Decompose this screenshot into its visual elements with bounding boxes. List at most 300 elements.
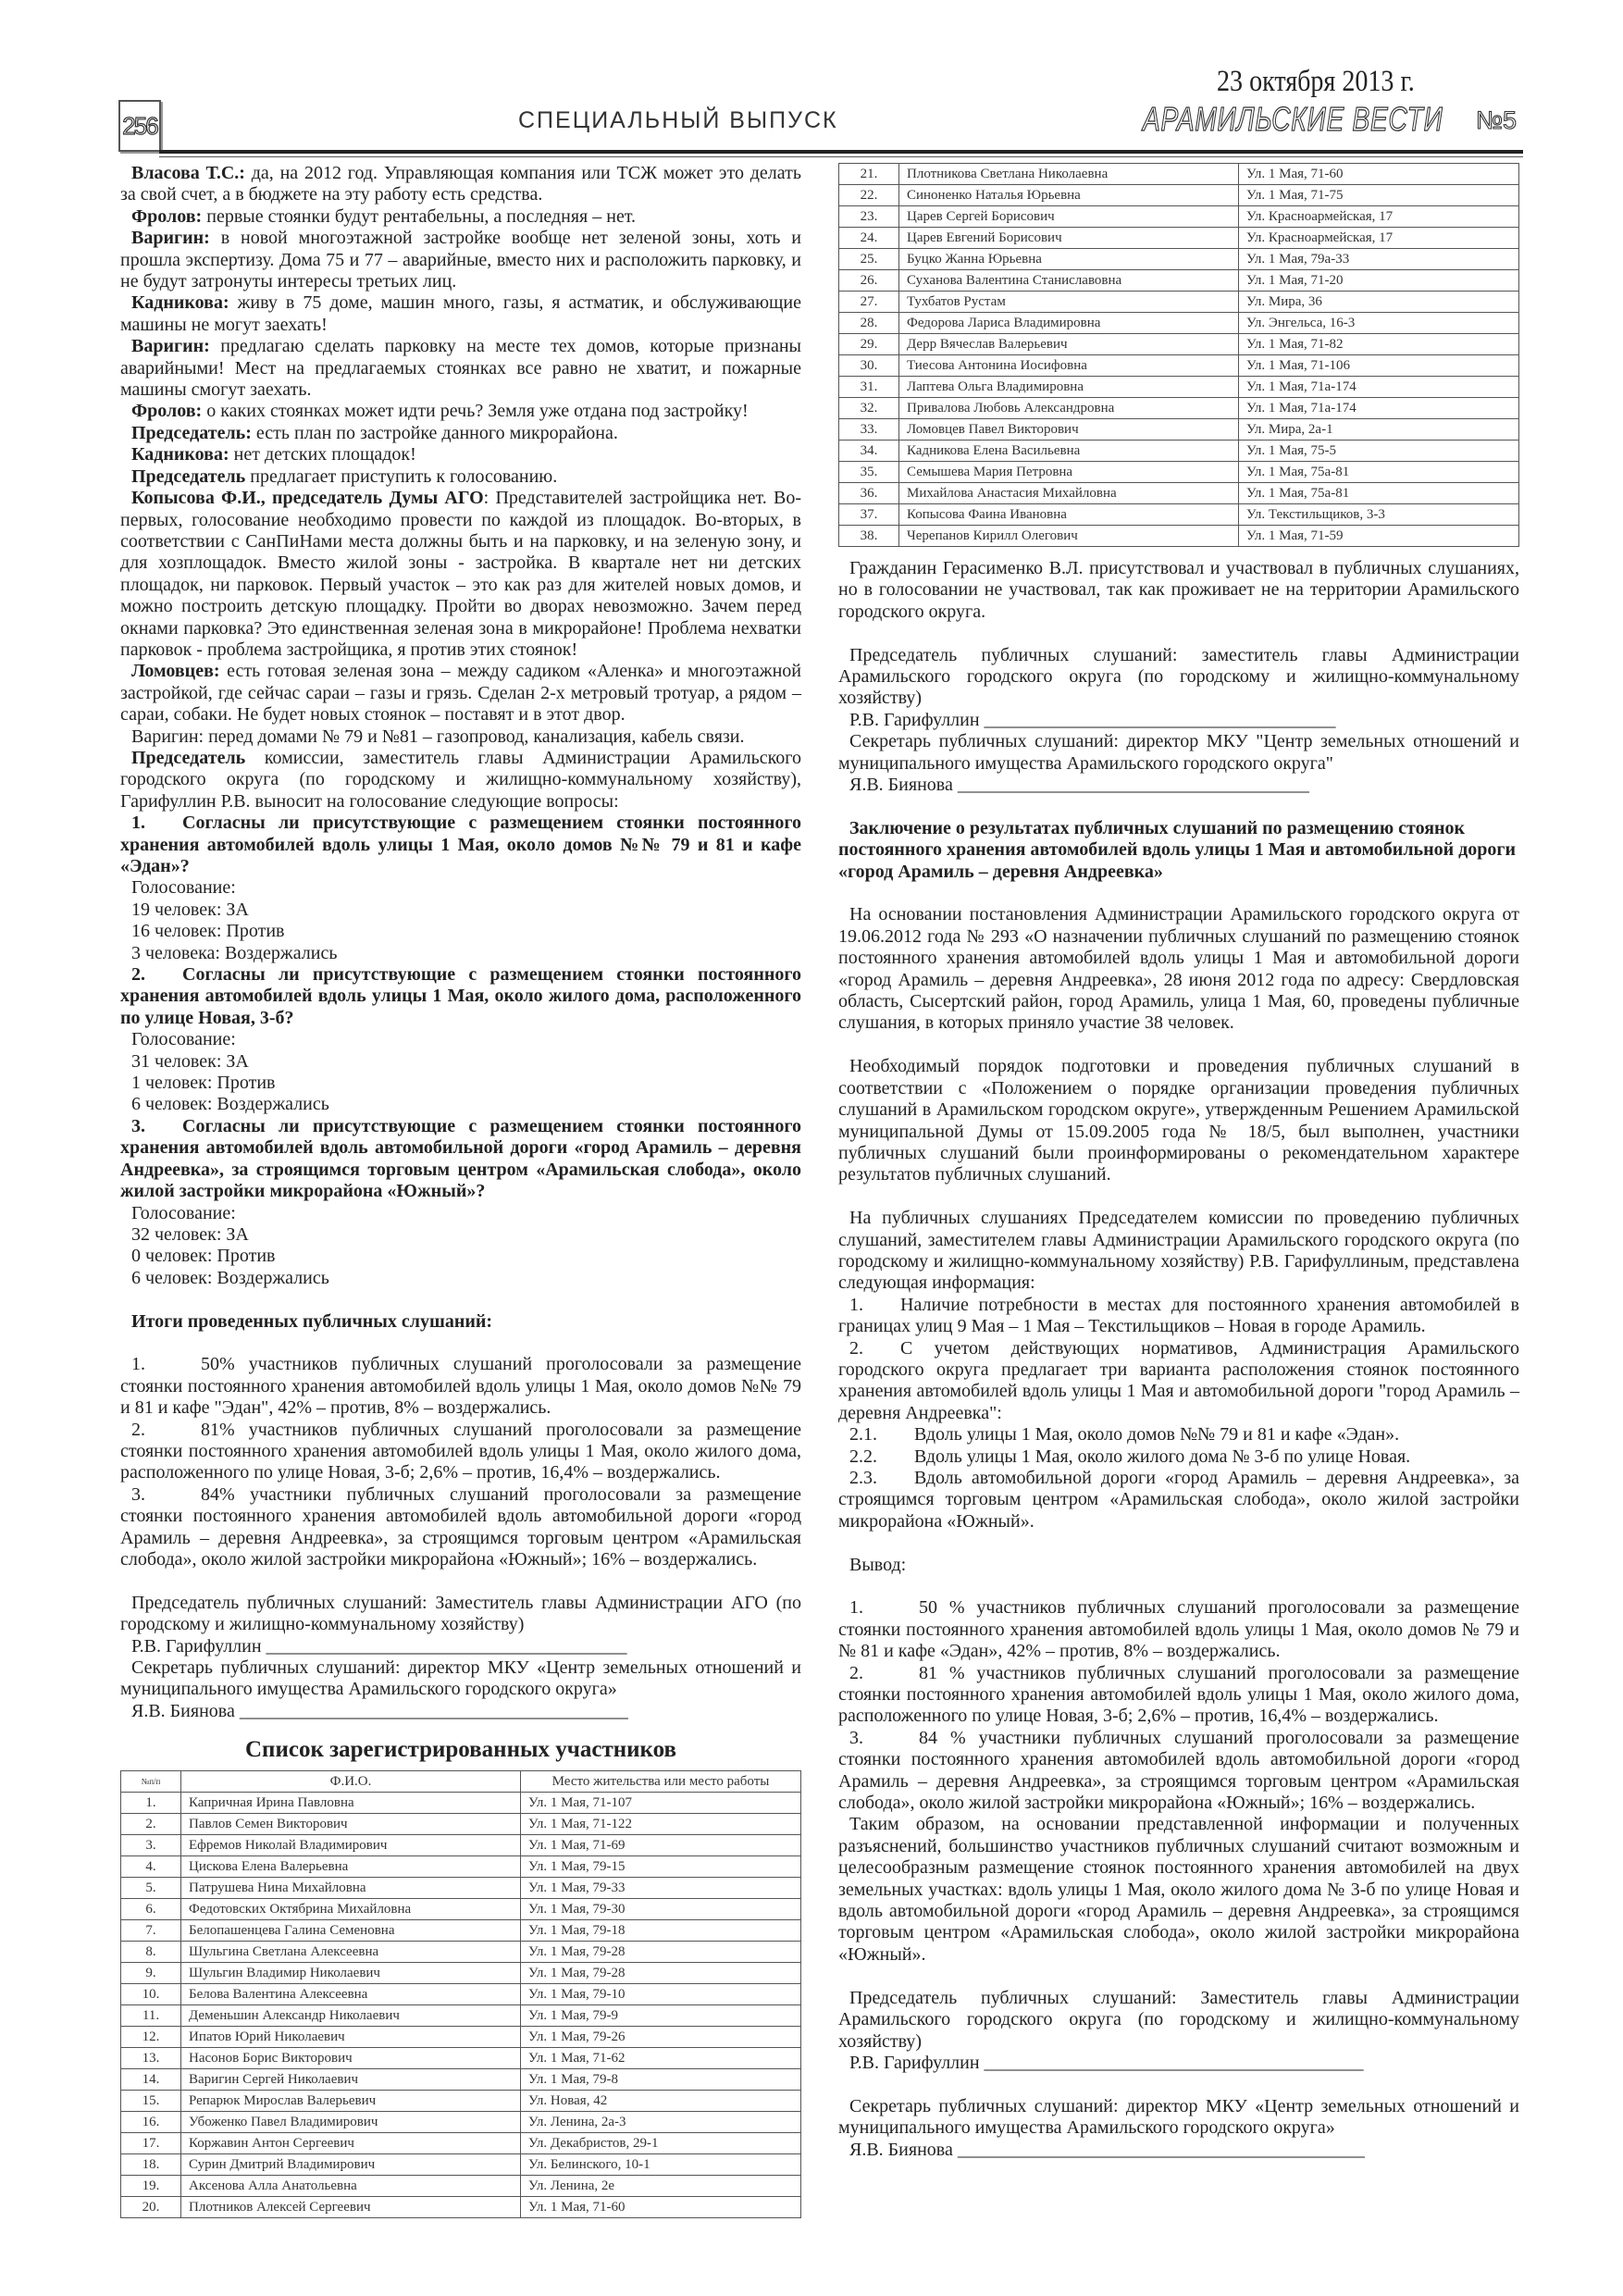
participants-table-continued	[838, 163, 1519, 547]
paragraph-text: Р.В. Гарифуллин _______________________________________	[131, 1635, 627, 1657]
table-header-row	[121, 1770, 801, 1792]
table-row	[839, 270, 1519, 292]
paragraph	[120, 1593, 801, 1636]
row-number: 34.	[839, 441, 899, 462]
speaker-name: Председатель:	[131, 422, 252, 443]
paragraph-text: о каких стоянках может идти речь? Земля уже отдана под застройку!	[202, 401, 749, 422]
participant-address: Ул. 1 Мая, 71-75	[1239, 185, 1519, 206]
participant-address: Ул. 1 Мая, 79-8	[521, 2068, 801, 2090]
participant-name: Лаптева Ольга Владимировна	[899, 377, 1239, 398]
paragraph-text: На основании постановления Администрации Арамильского городского округа от 19.06.2012 года № 293 «О назначении публичных слушаний по размещению стоянок постоянного хранения автомобилей вдоль улицы 1 Мая и автомобильной дороги «город Арамиль – деревня Андреевка», 28 июня 2012 года по адресу: Свердловская область, Сысертский район, город Арамиль, улица 1 Мая, 60, проведены публичные слушания, в которых приняло участие 38 человек.	[838, 904, 1519, 1034]
paragraph-text: 2. Согласны ли присутствующие с размещением стоянки постоянного хранения автомобилей вдоль улицы 1 Мая, около жилого дома, расположенного по улице Новая, 3-б?	[120, 964, 801, 1028]
participant-name: Ломовцев Павел Викторович	[899, 419, 1239, 441]
table-row	[839, 441, 1519, 462]
participant-name: Сурин Дмитрий Владимирович	[181, 2153, 521, 2175]
speaker-name: Варигин:	[131, 228, 210, 249]
paragraph-text: 3. 84% участники публичных слушаний проголосовали за размещение стоянки постоянного хранения автомобилей вдоль автомобильной дороги «город Арамиль – деревня Андреевка», за строящимся торговым центром «Арамильская слобода», около жилой застройки микрорайона «Южный»; 16% – воздержались.	[120, 1483, 801, 1570]
row-number: 31.	[839, 377, 899, 398]
paragraph	[838, 1663, 1519, 1728]
header-rule-thick	[159, 150, 1523, 154]
paragraph-text: 2.3. Вдоль автомобильной дороги «город Арамиль – деревня Андреевка», за строящимся торговым центром «Арамильская слобода», около жилой застройки микрорайона «Южный».	[838, 1467, 1519, 1532]
participant-name: Дерр Вячеслав Валерьевич	[899, 334, 1239, 355]
paragraph	[120, 1094, 801, 1115]
row-number: 8.	[121, 1941, 181, 1962]
participant-name: Шульгина Светлана Алексеевна	[181, 1941, 521, 1962]
paragraph	[838, 2096, 1519, 2140]
paragraph-text: Голосование:	[131, 877, 236, 899]
participant-address: Ул. Новая, 42	[521, 2090, 801, 2111]
row-number: 21.	[839, 164, 899, 185]
row-number: 20.	[121, 2196, 181, 2217]
paragraph-text: Вывод:	[849, 1554, 907, 1575]
paragraph-text: 1 человек: Против	[131, 1073, 276, 1094]
row-number: 14.	[121, 2068, 181, 2090]
participant-address: Ул. 1 Мая, 79-10	[521, 1983, 801, 2004]
row-number: 26.	[839, 270, 899, 292]
participant-address: Ул. 1 Мая, 79-18	[521, 1919, 801, 1941]
paragraph-text: 3. Согласны ли присутствующие с размещением стоянки постоянного хранения автомобилей вдоль автомобильной дороги «город Арамиль – деревня Андреевка», за строящимся торговым центром «Арамильская слобода», около жилой застройки микрорайона «Южный»?	[120, 1115, 801, 1202]
header-rule-thin	[159, 156, 1523, 157]
participant-name: Плотникова Светлана Николаевна	[899, 164, 1239, 185]
paragraph-text: 2. 81 % участников публичных слушаний проголосовали за размещение стоянки постоянного хранения автомобилей вдоль улицы 1 Мая, около жилого дома, расположенного по улице Новая, 3-б; 2,6% – против, 16,4% – воздержались.	[838, 1662, 1519, 1727]
paragraph-text: Председатель публичных слушаний: Заместитель главы Администрации АГО (по городскому и жилищно-коммунальному хозяйству)	[120, 1592, 801, 1635]
paragraph	[120, 1073, 801, 1094]
participant-name: Федотовских Октябрина Михайловна	[181, 1898, 521, 1919]
page-number-box	[118, 100, 161, 152]
participant-address: Ул. 1 Мая, 75а-81	[1239, 483, 1519, 504]
table-row	[121, 2153, 801, 2175]
paragraph	[120, 1420, 801, 1484]
paragraph-text: 6 человек: Воздержались	[131, 1267, 329, 1288]
paragraph	[120, 336, 801, 401]
paragraph-text: в новой многоэтажной застройке вообще нет зеленой зоны, хоть и прошла экспертизу. Дома 75 и 77 – аварийные, вместо них и расположить парковку, и не будут затронуты интересы третьих лиц.	[120, 228, 801, 292]
paragraph-text: Заключение о результатах публичных слушаний по размещению стоянок постоянного хранения автомобилей вдоль улицы 1 Мая и автомобильной дороги «город Арамиль – деревня Андреевка»	[838, 817, 1517, 882]
paragraph	[120, 206, 801, 228]
speaker-name: Кадникова:	[131, 444, 229, 465]
paragraph-text: 2. 81% участников публичных слушаний проголосовали за размещение стоянки постоянного хранения автомобилей вдоль улицы 1 Мая, около жилого дома, расположенного по улице Новая, 3-б; 2,6% – против, 16,4% – воздержались.	[120, 1419, 801, 1483]
paragraph-text: 2.1. Вдоль улицы 1 Мая, около домов №№ 79 и 81 и кафе «Эдан».	[849, 1424, 1400, 1446]
row-number: 13.	[121, 2047, 181, 2068]
speaker-name: Варигин:	[131, 336, 210, 357]
paragraph	[838, 1814, 1519, 1966]
paragraph	[838, 1208, 1519, 1295]
issue-number: №5	[1476, 106, 1517, 134]
speaker-name: Председатель	[131, 465, 246, 487]
paragraph-text: 0 человек: Против	[131, 1246, 276, 1267]
paragraph	[838, 710, 1519, 731]
paragraph-text: Секретарь публичных слушаний: директор МКУ «Центр земельных отношений и муниципального имущества Арамильского городского округа»	[838, 2095, 1519, 2139]
paragraph	[120, 1570, 801, 1592]
table-row	[121, 1877, 801, 1898]
participant-address: Ул. Красноармейская, 17	[1239, 228, 1519, 249]
participant-name: Кадникова Елена Васильевна	[899, 441, 1239, 462]
paragraph	[838, 883, 1519, 904]
participant-address: Ул. 1 Мая, 71а-174	[1239, 377, 1519, 398]
table-row	[121, 2047, 801, 2068]
paragraph	[120, 488, 801, 661]
participant-name: Насонов Борис Викторович	[181, 2047, 521, 2068]
paragraph	[120, 1289, 801, 1310]
participant-name: Плотников Алексей Сергеевич	[181, 2196, 521, 2217]
participant-name: Привалова Любовь Александровна	[899, 398, 1239, 419]
participant-address: Ул. 1 Мая, 79-30	[521, 1898, 801, 1919]
paragraph-text: 32 человек: ЗА	[131, 1223, 249, 1245]
participant-name: Деменьшин Александр Николаевич	[181, 2004, 521, 2026]
participant-name: Репарюк Мирослав Валерьевич	[181, 2090, 521, 2111]
paragraph-text: 16 человек: Против	[131, 921, 285, 942]
row-number: 30.	[839, 355, 899, 377]
row-number: 10.	[121, 1983, 181, 2004]
paragraph-text: Председатель публичных слушаний: Заместитель главы Администрации Арамильского городского округа (по городскому и жилищно-коммунальному хозяйству)	[838, 1987, 1519, 2052]
row-number: 27.	[839, 292, 899, 313]
paragraph	[120, 228, 801, 292]
speaker-name: Фролов:	[131, 205, 203, 227]
participant-name: Федорова Лариса Владимировна	[899, 313, 1239, 334]
row-number: 22.	[839, 185, 899, 206]
table-row	[839, 377, 1519, 398]
table-row	[121, 2004, 801, 2026]
paragraph-text: Необходимый порядок подготовки и проведения публичных слушаний в соответствии с «Положением о порядке организации проведения публичных слушаний в Арамильском городском округе», утвержденным Решением Арамильской муниципальной Думы от 15.09.2005 года № 18/5, был выполнен, участники публичных слушаний были проинформированы о рекомендательном характере результатов публичных слушаний.	[838, 1056, 1519, 1185]
paragraph-text: комиссии, заместитель главы Администрации Арамильского городского округа (по городскому и жилищно-коммунальному хозяйству), Гарифуллин Р.В. выносит на голосование следующие вопросы:	[120, 747, 801, 812]
participant-address: Ул. Текстильщиков, 3-3	[1239, 504, 1519, 526]
row-number: 33.	[839, 419, 899, 441]
paragraph	[838, 2140, 1519, 2161]
participant-address: Ул. 1 Мая, 75а-81	[1239, 462, 1519, 483]
participant-address: Ул. 1 Мая, 75-5	[1239, 441, 1519, 462]
paragraph-text: Секретарь публичных слушаний: директор МКУ «Центр земельных отношений и муниципального имущества Арамильского городского округа»	[120, 1657, 801, 1700]
paragraph	[120, 877, 801, 899]
participant-address: Ул. 1 Мая, 79-15	[521, 1855, 801, 1877]
paragraph	[838, 645, 1519, 710]
participant-name: Семышева Мария Петровна	[899, 462, 1239, 483]
participant-address: Ул. 1 Мая, 79-26	[521, 2026, 801, 2047]
paragraph-text: Итоги проведенных публичных слушаний:	[131, 1310, 493, 1332]
participant-name: Копысова Фаина Ивановна	[899, 504, 1239, 526]
table-row	[839, 526, 1519, 547]
participant-address: Ул. 1 Мая, 71-107	[521, 1792, 801, 1813]
participant-name: Буцко Жанна Юрьевна	[899, 249, 1239, 270]
paragraph	[838, 818, 1519, 883]
paragraph-text: есть план по застройке данного микрорайона.	[251, 422, 618, 443]
table-row	[839, 185, 1519, 206]
participant-address: Ул. 1 Мая, 71-60	[1239, 164, 1519, 185]
paragraph-text: есть готовая зеленая зона – между садиком «Аленка» и многоэтажной застройкой, где сейчас сараи – газы и грязь. Сделан 2-х метровый тротуар, а рядом – сараи, собаки. Не будет новых стоянок – поставят и в этот двор.	[120, 661, 801, 726]
row-number: 11.	[121, 2004, 181, 2026]
participant-address: Ул. 1 Мая, 79-33	[521, 1877, 801, 1898]
paragraph	[120, 1484, 801, 1571]
paragraph-text: 19 человек: ЗА	[131, 899, 249, 920]
participant-address: Ул. 1 Мая, 71-69	[521, 1834, 801, 1855]
paragraph	[120, 292, 801, 336]
row-number: 12.	[121, 2026, 181, 2047]
speaker-name: Власова Т.С.:	[131, 163, 245, 183]
paragraph	[838, 1446, 1519, 1468]
page-number: 256	[122, 111, 157, 140]
paragraph	[838, 1056, 1519, 1185]
paragraph	[120, 1701, 801, 1722]
table-row	[121, 2175, 801, 2196]
table-row	[121, 2090, 801, 2111]
paragraph-text: Варигин: перед домами № 79 и №81 – газопровод, канализация, кабель связи.	[131, 726, 745, 747]
participant-address: Ул. Декабристов, 29-1	[521, 2132, 801, 2153]
paragraph-text: 31 человек: ЗА	[131, 1050, 249, 1072]
participant-address: Ул. Ленина, 2е	[521, 2175, 801, 2196]
table-row	[839, 292, 1519, 313]
participant-address: Ул. Энгельса, 16-3	[1239, 313, 1519, 334]
paragraph	[838, 904, 1519, 1034]
row-number: 6.	[121, 1898, 181, 1919]
paragraph-text: 1. Согласны ли присутствующие с размещением стоянки постоянного хранения автомобилей вдоль улицы 1 Мая, около домов №№ 79 и 81 и кафе «Эдан»?	[120, 813, 801, 876]
paragraph	[838, 731, 1519, 775]
table-row	[839, 249, 1519, 270]
paragraph	[120, 1116, 801, 1203]
participant-address: Ул. 1 Мая, 79-28	[521, 1962, 801, 1983]
paragraph	[838, 1533, 1519, 1554]
participant-address: Ул. Красноармейская, 17	[1239, 206, 1519, 228]
right-column	[838, 163, 1519, 2161]
paragraph	[838, 1728, 1519, 1815]
paragraph-text: предлагаю сделать парковку на месте тех домов, которые признаны аварийными! Мест на предлагаемых стоянках все равно не хватит, и пожарные машины смогут заехать.	[120, 336, 801, 401]
participant-name: Царев Сергей Борисович	[899, 206, 1239, 228]
participant-name: Михайлова Анастасия Михайловна	[899, 483, 1239, 504]
table-row	[839, 419, 1519, 441]
participant-address: Ул. 1 Мая, 71-106	[1239, 355, 1519, 377]
participant-name: Шульгин Владимир Николаевич	[181, 1962, 521, 1983]
left-column	[120, 163, 801, 2218]
participant-address: Ул. Мира, 2а-1	[1239, 419, 1519, 441]
paragraph-text: 6 человек: Воздержались	[131, 1094, 329, 1115]
row-number: 3.	[121, 1834, 181, 1855]
paragraph	[838, 1576, 1519, 1597]
paragraph-text: На публичных слушаниях Председателем комиссии по проведению публичных слушаний, заместителем главы Администрации Арамильского городского округа (по городскому и жилищно-коммунальному хозяйству) Р.В. Гарифуллиным, представлена следующая информация:	[838, 1208, 1519, 1294]
table-row	[121, 1962, 801, 1983]
paragraph-text: нет детских площадок!	[229, 444, 416, 465]
paragraph	[838, 558, 1519, 623]
paragraph	[838, 1295, 1519, 1338]
paragraph	[120, 661, 801, 726]
paragraph	[120, 1203, 801, 1224]
paragraph-text: 1. 50 % участников публичных слушаний проголосовали за размещение стоянки постоянного хранения автомобилей вдоль улицы 1 Мая, около домов № 79 и № 81 и кафе «Эдан», 42% – против, 8% – воздержались.	[838, 1597, 1519, 1662]
participant-address: Ул. Ленина, 2а-3	[521, 2111, 801, 2132]
participant-address: Ул. Белинского, 10-1	[521, 2153, 801, 2175]
paragraph-text: Голосование:	[131, 1029, 236, 1050]
left-article-text	[120, 163, 801, 1722]
section-title: СПЕЦИАЛЬНЫЙ ВЫПУСК	[518, 107, 838, 133]
row-number: 7.	[121, 1919, 181, 1941]
paragraph	[120, 163, 801, 206]
paragraph	[838, 1338, 1519, 1425]
participant-address: Ул. 1 Мая, 71а-174	[1239, 398, 1519, 419]
paragraph-text: 3 человека: Воздержались	[131, 942, 338, 963]
row-number: 35.	[839, 462, 899, 483]
paragraph	[120, 1311, 801, 1333]
table-row	[839, 206, 1519, 228]
paragraph	[120, 813, 801, 877]
paragraph-text: да, на 2012 год. Управляющая компания или ТСЖ может это делать за свой счет, а в бюджете на эту работу есть средства.	[120, 163, 801, 205]
paragraph	[120, 1029, 801, 1050]
paragraph	[838, 796, 1519, 817]
participant-address: Ул. 1 Мая, 79-9	[521, 2004, 801, 2026]
paragraph	[838, 1035, 1519, 1056]
paragraph	[838, 1966, 1519, 1987]
paragraph	[838, 775, 1519, 796]
participant-name: Тухбатов Рустам	[899, 292, 1239, 313]
participant-name: Цискова Елена Валерьевна	[181, 1855, 521, 1877]
participant-name: Коржавин Антон Сергеевич	[181, 2132, 521, 2153]
participant-name: Белопашенцева Галина Семеновна	[181, 1919, 521, 1941]
paragraph-text: Я.В. Биянова __________________________________________	[131, 1700, 628, 1721]
participant-name: Варигин Сергей Николаевич	[181, 2068, 521, 2090]
paragraph	[120, 466, 801, 488]
table-row	[121, 1983, 801, 2004]
row-number: 32.	[839, 398, 899, 419]
table-row	[121, 1834, 801, 1855]
paragraph-text: предлагает приступить к голосованию.	[245, 465, 558, 487]
table-row	[839, 355, 1519, 377]
table-row	[121, 1941, 801, 1962]
participant-address: Ул. Мира, 36	[1239, 292, 1519, 313]
paragraph	[120, 943, 801, 964]
row-number: 23.	[839, 206, 899, 228]
participant-name: Царев Евгений Борисович	[899, 228, 1239, 249]
table-row	[121, 1792, 801, 1813]
row-number: 4.	[121, 1855, 181, 1877]
speaker-name: Председатель	[131, 747, 246, 768]
paragraph	[120, 1246, 801, 1267]
speaker-name: Фролов:	[131, 401, 203, 422]
table-row	[839, 483, 1519, 504]
participant-address: Ул. 1 Мая, 71-62	[521, 2047, 801, 2068]
participant-name: Суханова Валентина Станиславовна	[899, 270, 1239, 292]
table-row	[839, 164, 1519, 185]
participant-address: Ул. 1 Мая, 71-122	[521, 1813, 801, 1834]
paragraph-text: Я.В. Биянова ______________________________________	[849, 775, 1309, 796]
table-row	[121, 2068, 801, 2090]
paragraph-text: Секретарь публичных слушаний: директор МКУ "Центр земельных отношений и муниципального имущества Арамильского городского округа"	[838, 731, 1519, 774]
paragraph	[120, 964, 801, 1029]
paragraph-text: : Представителей застройщика нет. Во-первых, голосование необходимо провести по каждой из площадок. Во-вторых, в соответствии с СанПиНами места должны быть и на парковку, и на зеленую зону, и для хозплощадок. Вместо жилой зоны - застройка. В квартале нет ни детских площадок, ни парковок. Первый участок – это как раз для жителей новых домов, и можно построить детскую площадку. Пройти во дворах невозможно. Зачем перед окнами парковка? Это единственная зеленая зона в микрорайоне! Проблема нехватки парковок - проблема застройщика, я против этих стоянок!	[120, 488, 802, 660]
table-row	[121, 2026, 801, 2047]
row-number: 16.	[121, 2111, 181, 2132]
table-row	[121, 1919, 801, 1941]
paragraph-text: 1. Наличие потребности в местах для постоянного хранения автомобилей в границах улиц 9 Мая – 1 Мая – Текстильщиков – Новая в городе Арамиль.	[838, 1294, 1519, 1337]
row-number: 5.	[121, 1877, 181, 1898]
row-number: 36.	[839, 483, 899, 504]
paragraph-text: Голосование:	[131, 1202, 236, 1223]
participant-address: Ул. 1 Мая, 79а-33	[1239, 249, 1519, 270]
row-number: 19.	[121, 2175, 181, 2196]
paragraph	[120, 748, 801, 813]
paragraph	[120, 726, 801, 748]
paragraph	[838, 1468, 1519, 1533]
table-row	[839, 334, 1519, 355]
table-row	[839, 228, 1519, 249]
column-header-name: Ф.И.О.	[181, 1770, 521, 1792]
speaker-name: Ломовцев:	[131, 661, 220, 682]
row-number: 18.	[121, 2153, 181, 2175]
paragraph	[120, 1354, 801, 1419]
table-row	[121, 1813, 801, 1834]
paragraph-text: 3. 84 % участники публичных слушаний проголосовали за размещение стоянки постоянного хранения автомобилей вдоль автомобильной дороги «город Арамиль – деревня Андреевка», за строящимся торговым центром «Арамильская слобода», около жилой застройки микрорайона «Южный»; 16% – воздержались.	[838, 1727, 1519, 1814]
participants-table	[120, 1770, 801, 2218]
table-row	[839, 313, 1519, 334]
paragraph-text: Я.В. Биянова ____________________________________________	[849, 2139, 1365, 2160]
table-row	[121, 2111, 801, 2132]
paragraph-text: первые стоянки будут рентабельны, а последняя – нет.	[202, 205, 637, 227]
paragraph	[120, 423, 801, 444]
paragraph	[838, 1424, 1519, 1446]
table-row	[839, 462, 1519, 483]
table-row	[839, 504, 1519, 526]
row-number: 15.	[121, 2090, 181, 2111]
row-number: 25.	[839, 249, 899, 270]
table-row	[121, 1898, 801, 1919]
participant-name: Убоженко Павел Владимирович	[181, 2111, 521, 2132]
participant-address: Ул. 1 Мая, 71-20	[1239, 270, 1519, 292]
participant-address: Ул. 1 Мая, 71-60	[521, 2196, 801, 2217]
paragraph	[120, 1333, 801, 1354]
speaker-name: Кадникова:	[131, 292, 229, 314]
participant-name: Черепанов Кирилл Олегович	[899, 526, 1239, 547]
paragraph-text: Председатель публичных слушаний: заместитель главы Администрации Арамильского городского округа (по городскому и жилищно-коммунальному хозяйству)	[838, 644, 1519, 709]
participant-name: Патрушева Нина Михайловна	[181, 1877, 521, 1898]
table-row	[121, 2196, 801, 2217]
paragraph	[120, 444, 801, 465]
paragraph	[120, 1636, 801, 1657]
paragraph	[838, 1597, 1519, 1662]
paragraph-text: 2.2. Вдоль улицы 1 Мая, около жилого дома № 3-б по улице Новая.	[849, 1446, 1411, 1467]
paragraph-text: 1. 50% участников публичных слушаний проголосовали за размещение стоянки постоянного хранения автомобилей вдоль улицы 1 Мая, около домов №№ 79 и 81 и кафе "Эдан", 42% – против, 8% – воздержались.	[120, 1354, 801, 1419]
speaker-name: Копысова Ф.И., председатель Думы АГО	[131, 488, 484, 509]
participant-name: Синоненко Наталья Юрьевна	[899, 185, 1239, 206]
paragraph	[838, 1988, 1519, 2053]
participant-name: Ефремов Николай Владимирович	[181, 1834, 521, 1855]
paragraph-text: живу в 75 доме, машин много, газы, я астматик, и обслуживающие машины не могут заехать!	[120, 292, 801, 335]
row-number: 9.	[121, 1962, 181, 1983]
row-number: 38.	[839, 526, 899, 547]
participant-address: Ул. 1 Мая, 71-82	[1239, 334, 1519, 355]
table-row	[839, 398, 1519, 419]
participant-address: Ул. 1 Мая, 79-28	[521, 1941, 801, 1962]
participant-name: Капричная Ирина Павловна	[181, 1792, 521, 1813]
row-number: 37.	[839, 504, 899, 526]
paragraph	[120, 401, 801, 422]
paragraph	[120, 1051, 801, 1073]
paragraph-text: Р.В. Гарифуллин _________________________________________	[849, 2052, 1364, 2073]
row-number: 17.	[121, 2132, 181, 2153]
paragraph	[838, 623, 1519, 644]
table-row	[121, 1855, 801, 1877]
participants-title: Список зарегистрированных участников	[244, 1737, 676, 1763]
paragraph	[120, 900, 801, 921]
column-header-number: №п/п	[121, 1770, 181, 1792]
participant-name: Тиесова Антонина Иосифовна	[899, 355, 1239, 377]
row-number: 29.	[839, 334, 899, 355]
paragraph	[120, 1268, 801, 1289]
paragraph-text: Гражданин Герасименко В.Л. присутствовал и участвовал в публичных слушаниях, но в голосовании не участвовал, так как проживает не на территории Арамильского городского округа.	[838, 558, 1519, 622]
participant-name: Белова Валентина Алексеевна	[181, 1983, 521, 2004]
table-row	[121, 2132, 801, 2153]
row-number: 1.	[121, 1792, 181, 1813]
paragraph-text: Таким образом, на основании представленной информации и полученных разъяснений, большинство участников публичных слушаний считают возможным и целесообразным размещение стоянок постоянного хранения автомобилей на двух земельных участках: вдоль улицы 1 Мая, около жилого дома № 3-б по улице Новая и вдоль автомобильной дороги «город Арамиль – деревня Андреевка», за строящимся торговым центром «Арамильская слобода», около жилой застройки микрорайона «Южный».	[838, 1814, 1519, 1965]
newspaper-logo: АРАМИЛЬСКИЕ ВЕСТИ	[1143, 100, 1443, 138]
paragraph	[838, 1555, 1519, 1576]
paragraph	[120, 1224, 801, 1246]
paragraph	[120, 1657, 801, 1701]
row-number: 2.	[121, 1813, 181, 1834]
row-number: 28.	[839, 313, 899, 334]
participant-name: Павлов Семен Викторович	[181, 1813, 521, 1834]
